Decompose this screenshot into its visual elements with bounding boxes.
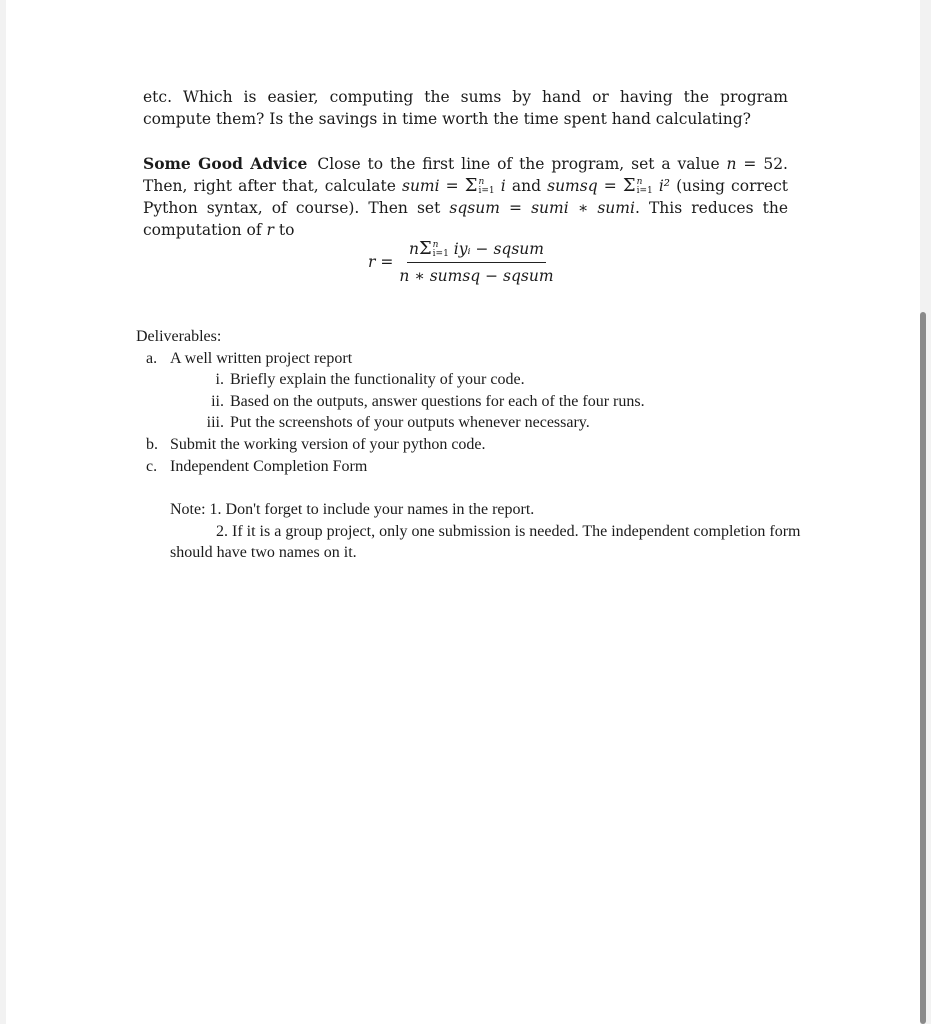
intro-text: etc. Which is easier, computing the sums by hand or having the program compute them? Is the savings in time worth the time spent hand calculating? — [143, 88, 788, 128]
list-label: i. — [215, 371, 224, 389]
formula-numerator — [407, 238, 546, 263]
math-var: sumsq — [547, 177, 598, 195]
list-subitem-ii — [136, 391, 896, 413]
lower-limit: i=1 — [478, 186, 495, 196]
math-symbol: = — [499, 199, 532, 217]
scrollbar[interactable] — [920, 312, 926, 1024]
sum-limits — [479, 178, 495, 196]
math-var: n — [408, 240, 419, 258]
advice-text: = 52. — [736, 155, 788, 173]
list-label: a. — [146, 349, 158, 367]
math-var: sqsum — [449, 199, 500, 217]
advice-paragraph — [143, 153, 788, 241]
lower-limit: i=1 — [636, 186, 653, 196]
deliverables-section — [136, 326, 896, 477]
advice-text: and — [505, 177, 548, 195]
advice-text: Then, right after that, calculate — [143, 177, 402, 195]
math-var: sumi — [401, 177, 440, 195]
deliverables-heading: Deliverables: — [136, 328, 222, 345]
upper-limit: n — [636, 177, 643, 187]
sum-limits — [637, 178, 653, 196]
list-item-c — [136, 456, 896, 478]
list-label: ii. — [211, 392, 224, 410]
note-line-1: Note: 1. Don't forget to include your names in the report. — [170, 501, 535, 518]
list-item-a — [136, 348, 896, 370]
formula-fraction — [399, 238, 553, 285]
list-label: b. — [146, 435, 158, 453]
math-var: i² — [658, 177, 670, 195]
upper-limit: n — [478, 177, 485, 187]
list-label: iii. — [206, 414, 224, 432]
sigma-symbol: Σ — [464, 175, 478, 196]
note-section — [170, 499, 890, 564]
math-var: n — [726, 155, 737, 173]
advice-text: (using correct Python syntax, of course). Then set — [143, 177, 788, 217]
advice-heading: Some Good Advice — [143, 154, 308, 173]
list-item-b — [136, 434, 896, 456]
math-symbol: = — [439, 177, 465, 195]
r-formula — [368, 238, 554, 285]
intro-paragraph — [143, 86, 788, 130]
note-line-2: 2. If it is a group project, only one submission is needed. The independent completion form — [216, 522, 801, 540]
formula-denominator: n ∗ sumsq − sqsum — [399, 267, 554, 285]
list-text: Based on the outputs, answer questions for each of the four runs. — [230, 392, 645, 410]
list-label: c. — [146, 457, 158, 475]
sum-limits — [433, 241, 449, 259]
formula-lhs: r = — [368, 252, 394, 271]
upper-limit: n — [432, 240, 439, 250]
list-text: A well written project report — [170, 349, 353, 367]
list-subitem-i — [136, 369, 896, 391]
sigma-symbol: Σ — [622, 175, 636, 196]
lower-limit: i=1 — [432, 249, 449, 259]
math-expression: sumi ∗ sumi — [531, 199, 635, 217]
numerator-term: iyᵢ − sqsum — [453, 240, 544, 258]
list-subitem-iii — [136, 412, 896, 434]
sigma-symbol: Σ — [418, 238, 432, 259]
math-symbol: = — [597, 177, 623, 195]
advice-text: . This reduces the computation of — [143, 199, 789, 239]
math-var: r — [266, 221, 274, 239]
list-text: Briefly explain the functionality of your code. — [230, 371, 525, 389]
math-var: i — [500, 177, 506, 195]
list-text: Independent Completion Form — [170, 457, 368, 475]
list-text: Put the screenshots of your outputs whenever necessary. — [230, 414, 590, 432]
advice-text: to — [273, 221, 295, 239]
note-line-3: should have two names on it. — [170, 544, 357, 562]
advice-text: Close to the first line of the program, set a value — [317, 155, 727, 173]
list-text: Submit the working version of your python code. — [170, 435, 486, 453]
